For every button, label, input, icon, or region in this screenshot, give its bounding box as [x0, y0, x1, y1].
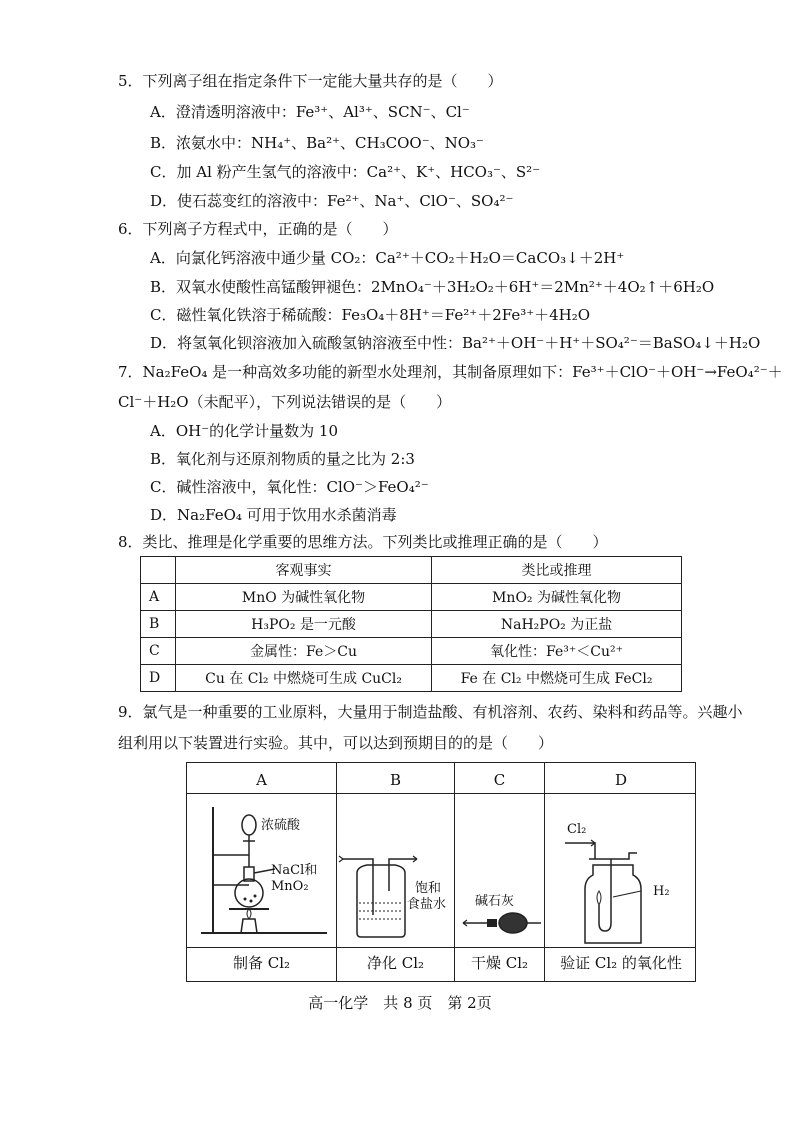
q9-label-saturated: 饱和	[415, 881, 442, 896]
q9-column-a	[187, 763, 337, 981]
q8-row-a	[141, 584, 682, 611]
q8-row-b	[141, 611, 682, 638]
q8-row-inference: Fe 在 Cl₂ 中燃烧可生成 FeCl₂	[432, 665, 682, 692]
q9-header-d: D	[614, 771, 628, 789]
q8-row-label: D	[141, 665, 176, 692]
q5-option-a: A．澄清透明溶液中：Fe³⁺、Al³⁺、SCN⁻、Cl⁻	[150, 103, 470, 121]
q9-caption-c: 干燥 Cl₂	[470, 954, 529, 972]
q8-header-row	[141, 557, 682, 584]
q9-header-c: C	[493, 771, 506, 789]
q9-column-c	[455, 763, 545, 981]
q5-option-b: B．浓氨水中：NH₄⁺、Ba²⁺、CH₃COO⁻、NO₃⁻	[150, 134, 484, 152]
drying-tube-icon	[455, 795, 545, 945]
q9-column-d	[545, 763, 697, 981]
q9-label-d-cl2: Cl₂	[567, 822, 587, 837]
q9-label-nacl: NaCl和	[271, 863, 318, 878]
q8-row-inference: NaH₂PO₂ 为正盐	[432, 611, 682, 638]
q8-row-fact: MnO 为碱性氧化物	[176, 584, 432, 611]
q8-row-d	[141, 665, 682, 692]
q8-header-blank	[141, 557, 176, 584]
page-footer: 高一化学 共 8 页 第 2页	[308, 994, 492, 1012]
q6-option-c: C．磁性氧化铁溶于稀硫酸：Fe₃O₄＋8H⁺＝Fe²⁺＋2Fe³⁺＋4H₂O	[150, 306, 591, 324]
q9-column-b	[337, 763, 455, 981]
q6-stem: 6．下列离子方程式中，正确的是（ ）	[118, 220, 398, 238]
q6-option-b: B．双氧水使酸性高锰酸钾褪色：2MnO₄⁻＋3H₂O₂＋6H⁺＝2Mn²⁺＋4O₂↑＋6H₂O	[150, 278, 715, 296]
q9-stem-line1: 9．氯气是一种重要的工业原料，大量用于制造盐酸、有机溶剂、农药、染料和药品等。兴趣小	[118, 703, 743, 721]
q8-row-inference: 氧化性：Fe³⁺＜Cu²⁺	[432, 638, 682, 665]
q8-table	[140, 556, 682, 692]
q5-option-d: D．使石蕊变红的溶液中：Fe²⁺、Na⁺、ClO⁻、SO₄²⁻	[150, 192, 514, 210]
q9-caption-b: 净化 Cl₂	[366, 954, 425, 972]
q8-header-inference: 类比或推理	[432, 557, 682, 584]
q6-option-d: D．将氢氧化钡溶液加入硫酸氢钠溶液至中性：Ba²⁺＋OH⁻＋H⁺＋SO₄²⁻＝BaSO₄↓＋H₂O	[150, 334, 761, 352]
q5-option-c: C．加 Al 粉产生氢气的溶液中：Ca²⁺、K⁺、HCO₃⁻、S²⁻	[150, 163, 541, 181]
q5-stem: 5．下列离子组在指定条件下一定能大量共存的是（ ）	[118, 72, 503, 90]
q8-row-fact: H₃PO₂ 是一元酸	[176, 611, 432, 638]
q9-apparatus-table	[186, 762, 696, 982]
q8-row-fact: 金属性：Fe＞Cu	[176, 638, 432, 665]
q9-label-conc-sulfuric: 浓硫酸	[261, 818, 301, 833]
q9-label-d-h2: H₂	[653, 884, 670, 899]
q8-row-label: B	[141, 611, 176, 638]
q8-row-c	[141, 638, 682, 665]
q9-stem-line2: 组利用以下装置进行实验。其中，可以达到预期目的的是（ ）	[118, 734, 554, 752]
q6-option-a: A．向氯化钙溶液中通少量 CO₂：Ca²⁺＋CO₂＋H₂O＝CaCO₃↓＋2H⁺	[150, 249, 625, 267]
q9-header-a: A	[256, 771, 267, 789]
q9-caption-d: 验证 Cl₂ 的氧化性	[560, 954, 682, 972]
q9-header-b: B	[389, 771, 402, 789]
q7-option-d: D．Na₂FeO₄ 可用于饮用水杀菌消毒	[150, 506, 397, 524]
gas-bottle-burning-icon	[545, 795, 697, 945]
q8-stem: 8．类比、推理是化学重要的思维方法。下列类比或推理正确的是（ ）	[118, 533, 608, 551]
gas-washing-bottle-icon	[337, 795, 455, 945]
q8-row-fact: Cu 在 Cl₂ 中燃烧可生成 CuCl₂	[176, 665, 432, 692]
q9-caption-a: 制备 Cl₂	[232, 954, 291, 972]
q8-header-fact: 客观事实	[176, 557, 432, 584]
q8-row-label: A	[141, 584, 176, 611]
q7-option-c: C．碱性溶液中，氧化性：ClO⁻＞FeO₄²⁻	[150, 478, 429, 496]
q9-label-soda-lime: 碱石灰	[475, 894, 515, 909]
q9-label-brine: 食盐水	[407, 897, 447, 912]
q7-option-a: A．OH⁻的化学计量数为 10	[150, 422, 338, 440]
q9-label-mno2: MnO₂	[271, 879, 309, 894]
q7-option-b: B．氧化剂与还原剂物质的量之比为 2:3	[150, 450, 415, 468]
q8-row-label: C	[141, 638, 176, 665]
q7-stem-line1: 7．Na₂FeO₄ 是一种高效多功能的新型水处理剂，其制备原理如下：Fe³⁺＋ClO⁻＋OH⁻→FeO₄²⁻＋	[118, 363, 783, 381]
q7-stem-line2: Cl⁻＋H₂O（未配平），下列说法错误的是（ ）	[118, 393, 452, 411]
q8-row-inference: MnO₂ 为碱性氧化物	[432, 584, 682, 611]
